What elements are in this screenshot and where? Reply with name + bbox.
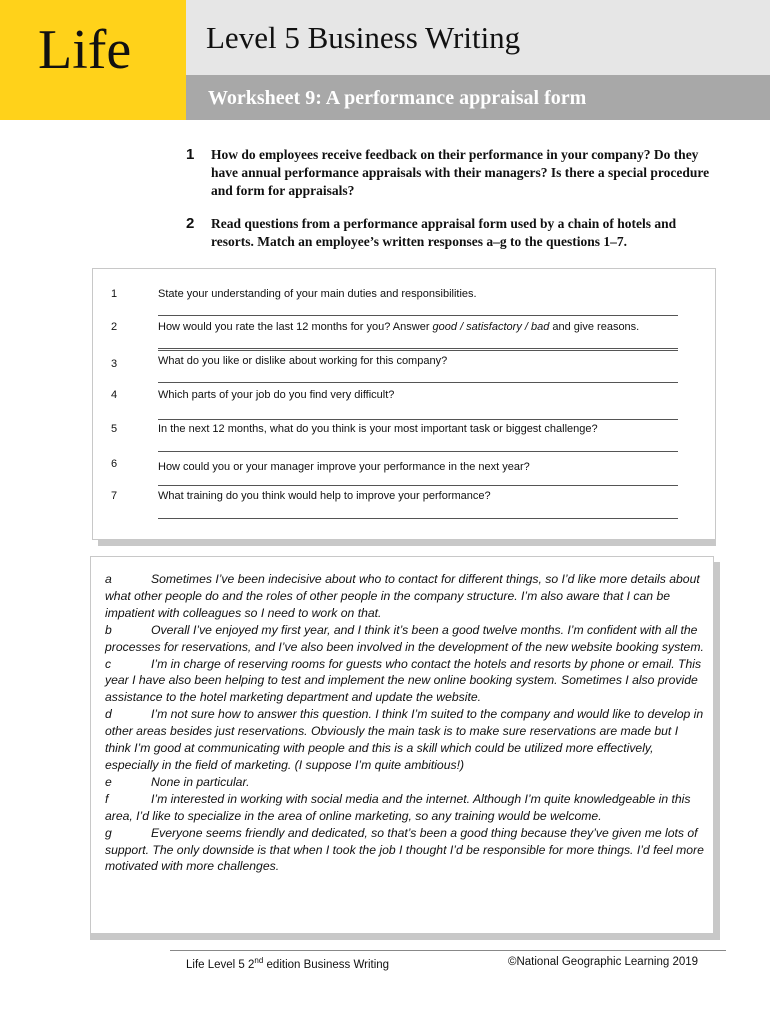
response-letter: g — [105, 825, 112, 840]
answer-line[interactable] — [158, 451, 678, 452]
life-logo — [0, 0, 186, 120]
response-d — [105, 706, 705, 774]
form-item-text-end: and give reasons. — [549, 321, 640, 333]
subtitle-band — [186, 75, 770, 120]
form-item-text: In the next 12 months, what do you think is your most important task or biggest challenge? — [158, 423, 598, 435]
answer-line[interactable] — [158, 485, 678, 486]
footer-edition — [186, 956, 389, 971]
response-text: I’m not sure how to answer this question. I think I’m suited to the company and would like to develop in other areas besides just reservations. Obviously the main task is to make sure reservations are made but I think I’m good at communicating with people and this is a skill which could be utilized more effectively, especially in the field of marketing. (I suppose I’m quite ambitious!) — [105, 707, 704, 772]
employee-responses-box — [90, 556, 714, 934]
answer-line[interactable] — [158, 350, 678, 351]
form-item-3 — [93, 355, 713, 385]
response-a — [105, 571, 705, 622]
form-item-4 — [93, 389, 713, 419]
response-text: I’m interested in working with social media and the internet. Although I’m quite knowledgeable in this area, I’d like to specialize in the area of online marketing, so any training would be welcome. — [105, 791, 691, 823]
form-item-text — [158, 321, 688, 333]
form-item-text: What training do you think would help to improve your performance? — [158, 490, 491, 502]
form-item-number: 1 — [111, 288, 118, 300]
form-item-7 — [93, 490, 713, 520]
question-text: How do employees receive feedback on their performance in your company? Do they have annual performance appraisals with their managers? Is there a special procedure and form for appraisals? — [211, 147, 710, 198]
worksheet-title: Worksheet 9: A performance appraisal form — [208, 87, 587, 109]
response-letter: a — [105, 572, 112, 586]
form-item-text: How could you or your manager improve your performance in the next year? — [158, 461, 530, 473]
response-b — [105, 622, 705, 656]
form-item-text: State your understanding of your main duties and responsibilities. — [158, 288, 477, 300]
response-letter: d — [105, 707, 112, 722]
question-text: Read questions from a performance appraisal form used by a chain of hotels and resorts. Match an employee’s written responses a–g to the questions 1–7. — [211, 216, 677, 249]
response-text: I’m in charge of reserving rooms for guests who contact the hotels and resorts by phone or email. This year I have also been helping to test and implement the new online booking system. Sometimes I also provide assistance to the hotel marketing department and update the website. — [105, 656, 702, 705]
response-letter: e — [105, 774, 112, 789]
response-text: Sometimes I’ve been indecisive about who to contact for different things, so I’d like more details about what other people do and the roles of other people in the company structure. I’m also aware that I can be impatient with colleagues so I need to work on that. — [105, 572, 700, 620]
title-band — [186, 0, 770, 75]
answer-line[interactable] — [158, 315, 678, 316]
form-item-number: 5 — [111, 423, 118, 435]
form-item-text-italic: good / satisfactory / bad — [432, 321, 550, 333]
form-item-number: 4 — [111, 389, 118, 401]
footer-edition-text-end: edition Business Writing — [263, 958, 390, 971]
form-item-text: Which parts of your job do you find very difficult? — [158, 389, 395, 401]
form-item-number: 6 — [111, 458, 118, 470]
response-text: None in particular. — [151, 774, 250, 789]
answer-line[interactable] — [158, 518, 678, 519]
footer-copyright: ©National Geographic Learning 2019 — [508, 956, 699, 968]
page-title: Level 5 Business Writing — [206, 20, 521, 55]
form-item-6 — [93, 458, 713, 488]
response-c — [105, 656, 705, 707]
response-letter: f — [105, 791, 109, 806]
form-item-text: What do you like or dislike about working for this company? — [158, 355, 448, 367]
response-text: Everyone seems friendly and dedicated, so that’s been a good thing because they’ve given me lots of support. The only downside is that when I took the job I thought I’d be responsible for more things. I’d feel more motivated with more challenges. — [105, 825, 704, 874]
footer-edition-sup: nd — [254, 956, 264, 965]
question-number: 2 — [186, 215, 195, 232]
response-e — [105, 774, 705, 791]
answer-line[interactable] — [158, 419, 678, 420]
response-f — [105, 791, 705, 825]
form-item-number: 2 — [111, 321, 118, 333]
form-item-text-start: How would you rate the last 12 months for you? Answer — [158, 321, 433, 333]
response-g — [105, 825, 705, 876]
response-letter: b — [105, 622, 112, 637]
response-text: Overall I’ve enjoyed my first year, and I think it’s been a good twelve months. I’m confident with all the processes for reservations, and I’ve also been involved in the development of the new website booking system. — [105, 622, 704, 654]
answer-line[interactable] — [158, 382, 678, 383]
responses-list — [105, 571, 705, 875]
form-item-5 — [93, 423, 713, 453]
form-item-number: 3 — [111, 358, 118, 370]
form-item-number: 7 — [111, 490, 118, 502]
appraisal-form-box — [92, 268, 716, 540]
response-letter: c — [105, 656, 112, 671]
answer-line[interactable] — [158, 348, 678, 349]
footer-edition-text: Life Level 5 2 — [186, 958, 255, 971]
form-item-1 — [93, 288, 713, 318]
footer-divider — [170, 950, 726, 951]
question-number: 1 — [186, 146, 195, 163]
logo-text: Life — [38, 19, 132, 81]
form-item-2 — [93, 321, 713, 351]
